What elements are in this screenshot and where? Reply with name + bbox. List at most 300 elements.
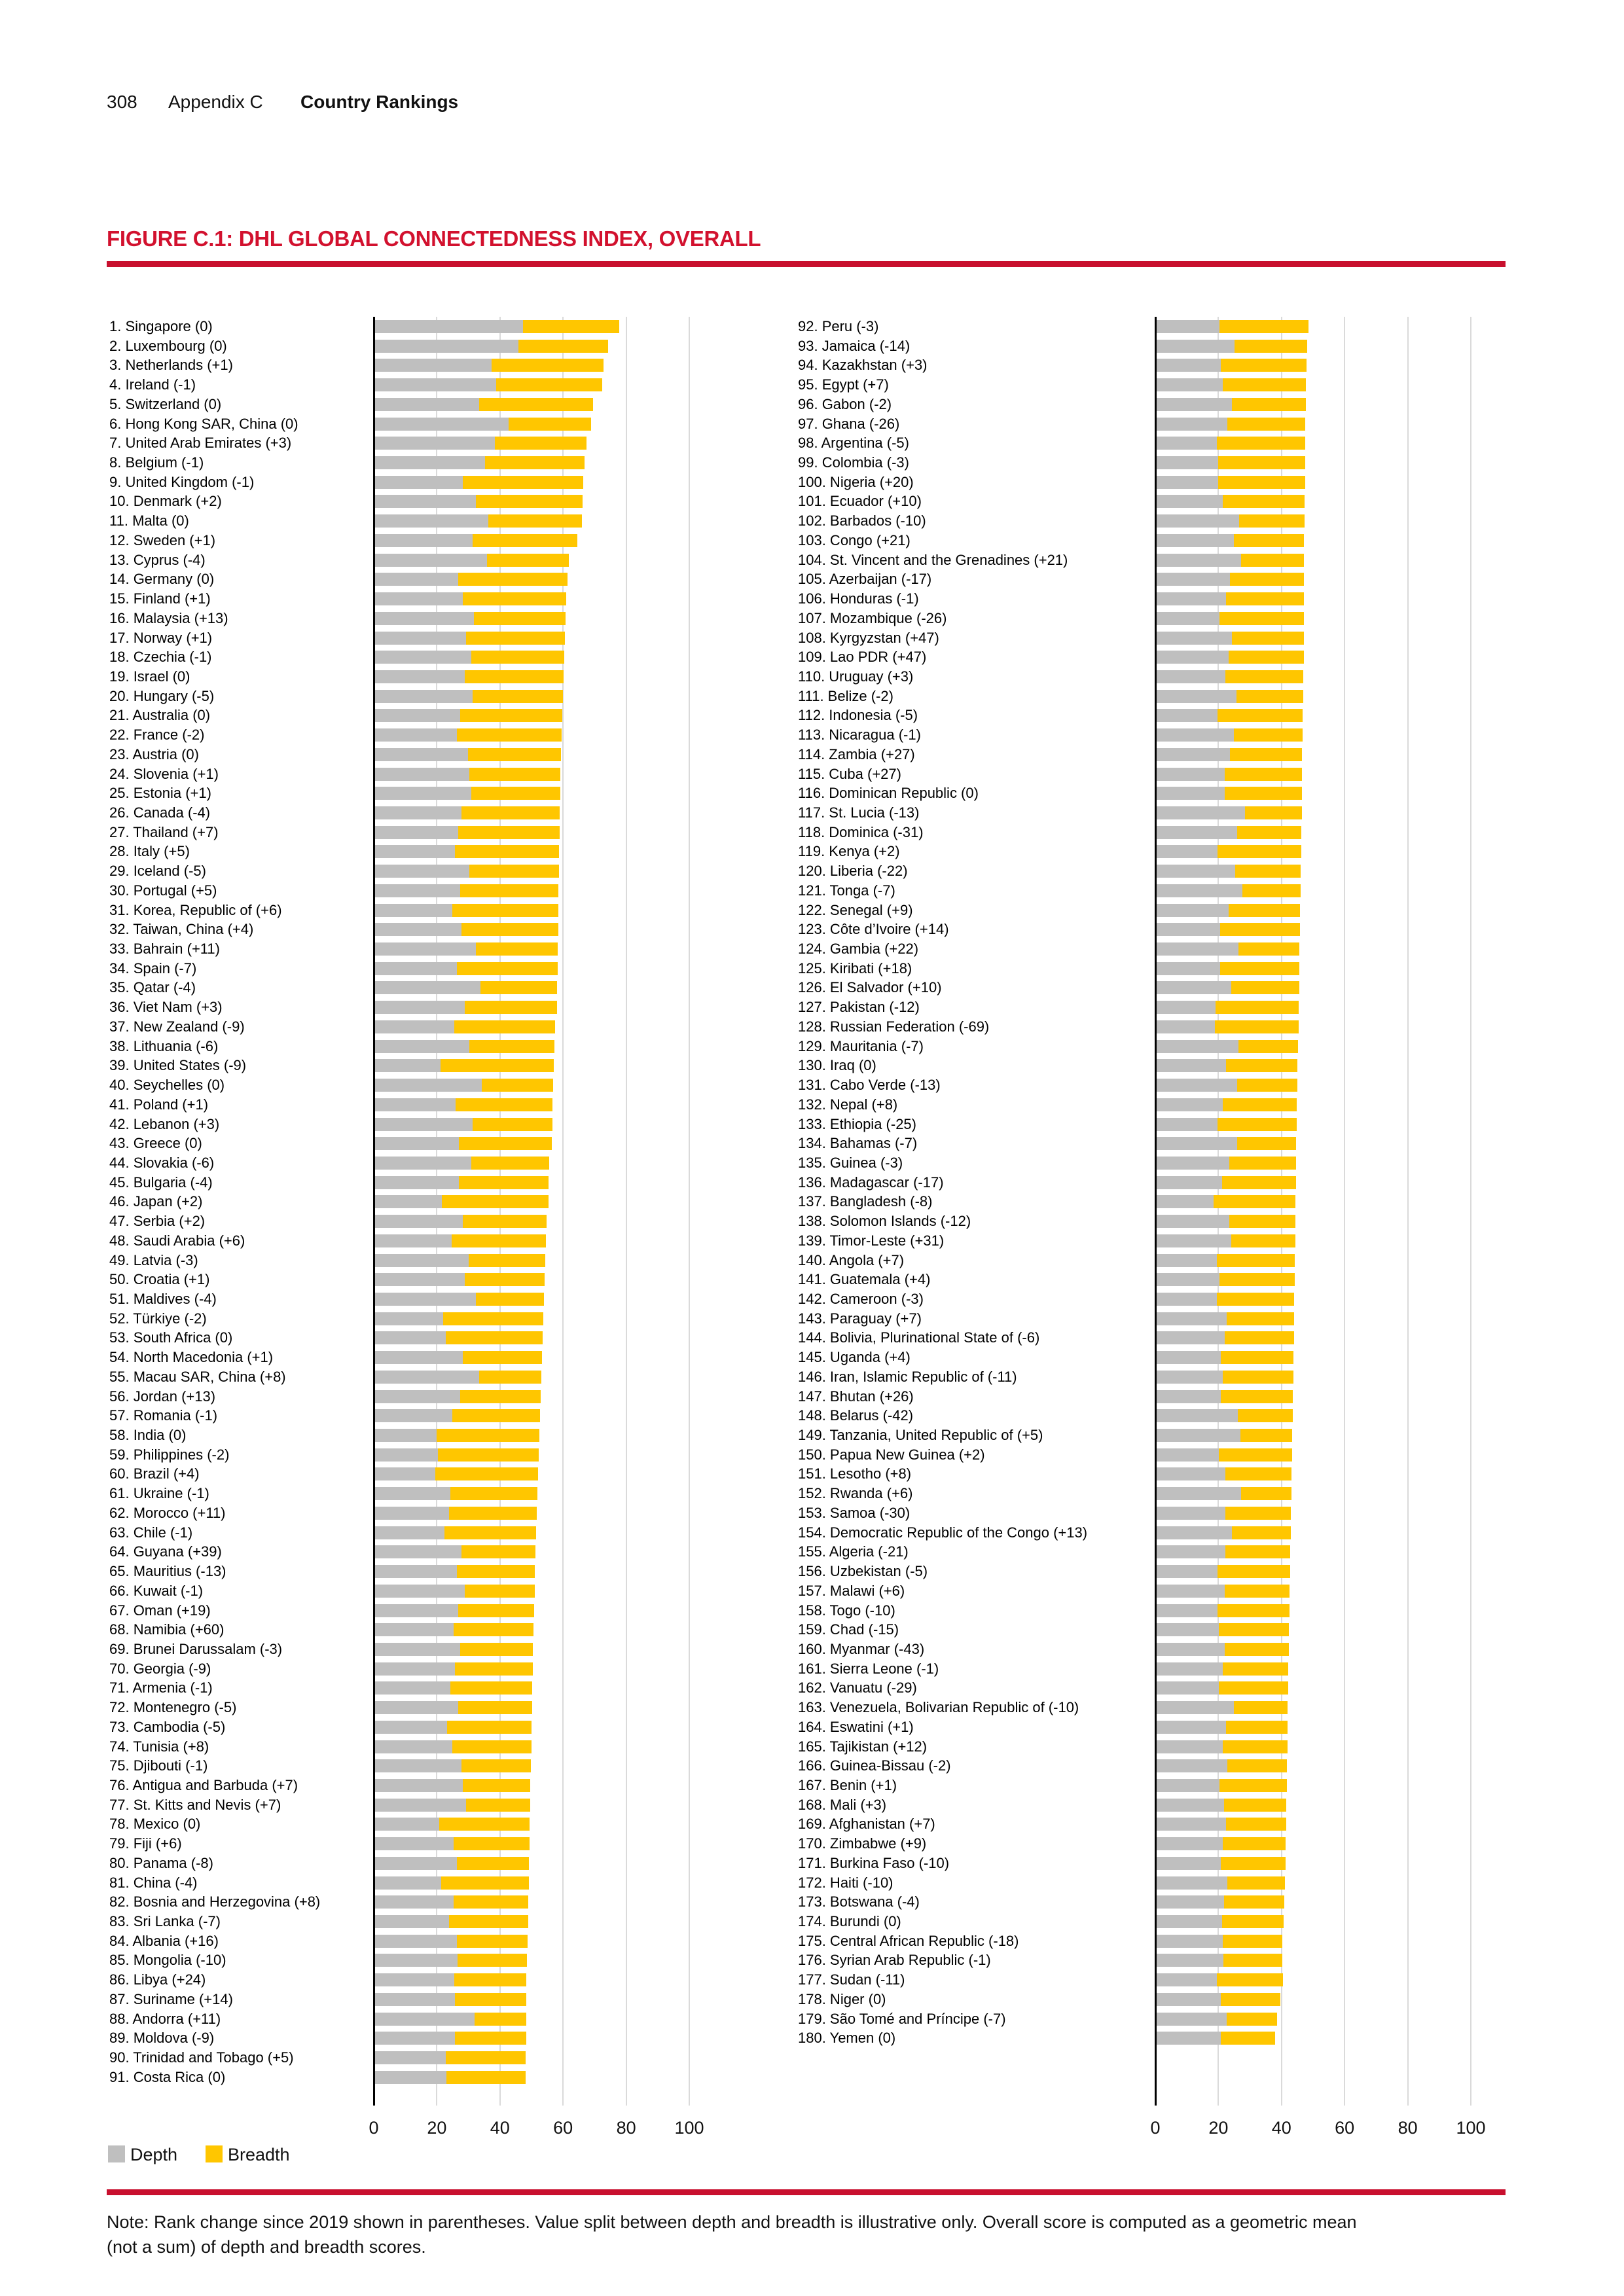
country-label: 100. Nigeria (+20) <box>798 473 914 490</box>
breadth-bar <box>1229 904 1300 917</box>
country-label: 103. Congo (+21) <box>798 531 911 548</box>
breadth-bar <box>450 1487 537 1500</box>
country-label: 99. Colombia (-3) <box>798 454 909 471</box>
note-line-2: (not a sum) of depth and breadth scores. <box>107 2237 426 2257</box>
breadth-bar <box>1225 1507 1291 1520</box>
country-label: 84. Albania (+16) <box>109 1932 219 1949</box>
breadth-bar <box>463 476 583 489</box>
breadth-bar <box>443 1312 543 1325</box>
depth-bar <box>1157 1545 1226 1558</box>
x-axis-tick-label: 0 <box>369 2118 379 2138</box>
country-label: 86. Libya (+24) <box>109 1971 206 1988</box>
header-section-title: Country Rankings <box>300 92 459 112</box>
country-label: 15. Finland (+1) <box>109 590 211 607</box>
breadth-bar <box>1227 1876 1285 1890</box>
depth-bar <box>1157 1293 1218 1306</box>
country-label: 180. Yemen (0) <box>798 2030 896 2047</box>
country-label: 35. Qatar (-4) <box>109 979 196 996</box>
country-label: 21. Australia (0) <box>109 707 211 724</box>
breadth-bar <box>1217 1293 1294 1306</box>
breadth-bar <box>452 1740 532 1753</box>
depth-bar <box>375 884 460 897</box>
depth-bar <box>1157 1954 1223 1967</box>
depth-bar <box>375 612 475 625</box>
depth-bar <box>375 418 509 431</box>
breadth-bar <box>1225 1331 1294 1344</box>
breadth-bar <box>450 1681 532 1695</box>
breadth-bar <box>456 1098 552 1111</box>
breadth-bar <box>454 1020 555 1033</box>
country-label: 3. Netherlands (+1) <box>109 357 233 374</box>
depth-bar <box>375 651 471 664</box>
depth-bar <box>1157 1857 1221 1870</box>
depth-bar <box>1157 632 1233 645</box>
depth-bar <box>375 1545 462 1558</box>
breadth-bar <box>1223 1837 1286 1850</box>
country-label: 167. Benin (+1) <box>798 1777 897 1793</box>
country-label: 82. Bosnia and Herzegovina (+8) <box>109 1893 321 1910</box>
gridline <box>1344 317 1345 2106</box>
country-label: 146. Iran, Islamic Republic of (-11) <box>798 1368 1017 1385</box>
country-label: 25. Estonia (+1) <box>109 785 211 802</box>
depth-bar <box>1157 1118 1218 1131</box>
breadth-bar <box>1215 1020 1299 1033</box>
breadth-bar <box>1242 884 1301 897</box>
breadth-bar <box>518 340 608 353</box>
country-label: 97. Ghana (-26) <box>798 415 900 432</box>
depth-bar <box>1157 884 1242 897</box>
country-label: 113. Nicaragua (-1) <box>798 726 921 744</box>
breadth-bar <box>442 1195 549 1208</box>
depth-bar <box>375 1390 460 1403</box>
breadth-bar <box>457 1935 528 1948</box>
country-label: 132. Nepal (+8) <box>798 1096 898 1113</box>
country-label: 136. Madagascar (-17) <box>798 1174 944 1191</box>
depth-bar <box>1157 670 1225 683</box>
breadth-bar <box>1218 1565 1290 1578</box>
depth-bar <box>375 1876 441 1890</box>
country-label: 59. Philippines (-2) <box>109 1446 230 1463</box>
depth-bar <box>375 1993 456 2006</box>
breadth-bar <box>1236 690 1303 703</box>
country-label: 154. Democratic Republic of the Congo (+13) <box>798 1524 1088 1541</box>
country-label: 36. Viet Nam (+3) <box>109 999 223 1016</box>
country-label: 7. United Arab Emirates (+3) <box>109 435 292 452</box>
breadth-bar <box>1219 1779 1287 1792</box>
breadth-bar <box>469 1040 554 1053</box>
breadth-bar <box>1224 1799 1286 1812</box>
depth-bar <box>375 456 486 469</box>
country-label: 140. Angola (+7) <box>798 1251 905 1268</box>
x-axis-tick-label: 80 <box>616 2118 636 2138</box>
country-label: 164. Eswatini (+1) <box>798 1718 914 1735</box>
depth-bar <box>375 1604 459 1617</box>
breadth-bar <box>1223 378 1306 391</box>
country-label: 69. Brunei Darussalam (-3) <box>109 1640 283 1657</box>
country-label: 38. Lithuania (-6) <box>109 1037 219 1054</box>
country-label: 79. Fiji (+6) <box>109 1835 182 1852</box>
breadth-bar <box>460 884 559 897</box>
breadth-bar <box>1234 1701 1288 1714</box>
breadth-bar <box>1225 768 1302 781</box>
country-label: 17. Norway (+1) <box>109 629 213 646</box>
depth-bar <box>375 1740 452 1753</box>
country-label: 74. Tunisia (+8) <box>109 1738 209 1755</box>
country-label: 70. Georgia (-9) <box>109 1660 211 1677</box>
country-label: 37. New Zealand (-9) <box>109 1018 245 1035</box>
depth-bar <box>1157 728 1234 742</box>
country-label: 131. Cabo Verde (-13) <box>798 1077 941 1094</box>
country-label: 63. Chile (-1) <box>109 1524 193 1541</box>
country-label: 42. Lebanon (+3) <box>109 1115 220 1132</box>
country-label: 61. Ukraine (-1) <box>109 1485 209 1502</box>
breadth-bar <box>479 1371 541 1384</box>
breadth-bar <box>485 456 585 469</box>
depth-bar <box>375 1429 437 1442</box>
breadth-bar <box>1221 1351 1293 1364</box>
depth-bar <box>1157 573 1230 586</box>
depth-bar <box>1157 923 1220 936</box>
country-label: 30. Portugal (+5) <box>109 882 217 899</box>
breadth-bar <box>1232 398 1306 411</box>
depth-bar <box>1157 1098 1223 1111</box>
country-label: 178. Niger (0) <box>798 1990 886 2007</box>
country-label: 20. Hungary (-5) <box>109 687 215 704</box>
depth-bar <box>1157 359 1221 372</box>
country-label: 44. Slovakia (-6) <box>109 1154 215 1171</box>
country-label: 14. Germany (0) <box>109 571 215 588</box>
breadth-bar <box>1230 748 1302 761</box>
country-label: 57. Romania (-1) <box>109 1407 218 1424</box>
breadth-bar <box>488 514 582 528</box>
breadth-bar <box>1218 709 1303 722</box>
depth-bar <box>1157 1721 1226 1734</box>
country-label: 11. Malta (0) <box>109 512 189 529</box>
breadth-bar <box>454 1623 533 1636</box>
depth-bar <box>375 1643 460 1656</box>
country-label: 174. Burundi (0) <box>798 1913 901 1930</box>
x-axis-tick-label: 100 <box>674 2118 704 2138</box>
country-label: 94. Kazakhstan (+3) <box>798 357 928 374</box>
depth-bar <box>1157 1390 1221 1403</box>
breadth-bar <box>1223 1954 1283 1967</box>
country-label: 147. Bhutan (+26) <box>798 1388 914 1405</box>
depth-bar <box>1157 1643 1225 1656</box>
country-label: 179. São Tomé and Príncipe (-7) <box>798 2010 1006 2027</box>
country-label: 72. Montenegro (-5) <box>109 1699 237 1716</box>
country-label: 80. Panama (-8) <box>109 1854 213 1871</box>
country-label: 48. Saudi Arabia (+6) <box>109 1232 245 1249</box>
depth-bar <box>1157 1195 1214 1208</box>
breadth-bar <box>457 1565 535 1578</box>
depth-bar <box>1157 1604 1218 1617</box>
breadth-bar <box>1227 418 1305 431</box>
country-label: 138. Solomon Islands (-12) <box>798 1213 971 1230</box>
x-axis-tick-label: 60 <box>1335 2118 1355 2138</box>
breadth-bar <box>460 1643 533 1656</box>
breadth-bar <box>476 942 558 956</box>
figure-title: FIGURE C.1: DHL GLOBAL CONNECTEDNESS INDEX, OVERALL <box>107 226 761 251</box>
breadth-bar <box>1238 1409 1292 1422</box>
depth-bar <box>375 340 518 353</box>
depth-bar <box>1157 1837 1223 1850</box>
depth-bar <box>375 476 463 489</box>
breadth-bar <box>1224 1895 1284 1909</box>
breadth-bar <box>1218 1604 1290 1617</box>
breadth-bar <box>452 1409 540 1422</box>
country-label: 125. Kiribati (+18) <box>798 960 912 977</box>
depth-bar <box>375 1954 458 1967</box>
country-label: 98. Argentina (-5) <box>798 435 909 452</box>
depth-bar <box>1157 1215 1229 1228</box>
depth-bar <box>1157 1234 1232 1247</box>
depth-bar <box>1157 1040 1239 1053</box>
depth-bar <box>1157 1759 1227 1772</box>
breadth-bar <box>1227 1759 1287 1772</box>
breadth-bar <box>471 787 560 800</box>
depth-bar <box>375 2051 446 2064</box>
depth-bar <box>1157 1448 1219 1462</box>
country-label: 137. Bangladesh (-8) <box>798 1193 933 1210</box>
country-label: 155. Algeria (-21) <box>798 1543 909 1560</box>
country-label: 81. China (-4) <box>109 1874 198 1891</box>
depth-bar <box>1157 1487 1241 1500</box>
gridline <box>1470 317 1471 2106</box>
depth-bar <box>375 1331 446 1344</box>
country-label: 13. Cyprus (-4) <box>109 551 206 568</box>
country-label: 163. Venezuela, Bolivarian Republic of (-10) <box>798 1699 1079 1716</box>
country-label: 111. Belize (-2) <box>798 687 893 704</box>
breadth-bar <box>492 359 604 372</box>
country-label: 87. Suriname (+14) <box>109 1990 233 2007</box>
country-label: 75. Djibouti (-1) <box>109 1757 208 1774</box>
legend-breadth-label: Breadth <box>228 2145 290 2164</box>
breadth-bar <box>459 1137 552 1150</box>
breadth-bar <box>1220 962 1299 975</box>
breadth-bar <box>466 1799 530 1812</box>
breadth-bar <box>1235 865 1301 878</box>
breadth-bar <box>461 1545 535 1558</box>
breadth-bar <box>1223 1935 1282 1948</box>
gridline <box>1407 317 1409 2106</box>
breadth-bar <box>1240 1429 1292 1442</box>
depth-bar <box>375 1779 463 1792</box>
depth-bar <box>1157 748 1231 761</box>
country-label: 85. Mongolia (-10) <box>109 1952 226 1969</box>
breadth-bar <box>1231 1234 1295 1247</box>
depth-bar <box>1157 534 1234 547</box>
depth-bar <box>375 1662 456 1676</box>
depth-bar <box>1157 1818 1226 1831</box>
country-label: 156. Uzbekistan (-5) <box>798 1563 928 1580</box>
depth-bar <box>1157 1973 1218 1986</box>
depth-bar <box>375 1721 448 1734</box>
country-label: 124. Gambia (+22) <box>798 941 919 958</box>
country-label: 144. Bolivia, Plurinational State of (-6) <box>798 1329 1040 1346</box>
depth-bar <box>1157 1157 1229 1170</box>
depth-bar <box>375 1273 465 1286</box>
country-label: 126. El Salvador (+10) <box>798 979 942 996</box>
depth-bar <box>1157 1137 1238 1150</box>
depth-bar <box>1157 320 1220 333</box>
breadth-bar <box>1217 437 1305 450</box>
depth-bar <box>1157 1409 1238 1422</box>
breadth-bar <box>454 1895 528 1909</box>
breadth-bar <box>435 1467 538 1480</box>
breadth-bar <box>1226 1818 1286 1831</box>
breadth-bar <box>455 1993 526 2006</box>
depth-bar <box>1157 826 1238 839</box>
breadth-bar <box>1221 2032 1275 2045</box>
depth-bar <box>375 1098 456 1111</box>
country-label: 151. Lesotho (+8) <box>798 1465 912 1482</box>
breadth-bar <box>461 1759 531 1772</box>
x-axis-tick-label: 80 <box>1398 2118 1418 2138</box>
depth-bar <box>375 2071 447 2084</box>
depth-bar <box>375 806 462 819</box>
breadth-bar <box>458 826 560 839</box>
country-label: 77. St. Kitts and Nevis (+7) <box>109 1796 281 1813</box>
depth-bar <box>375 1935 457 1948</box>
breadth-bar <box>457 728 562 742</box>
breadth-bar <box>463 1215 546 1228</box>
x-axis-tick-label: 40 <box>1271 2118 1291 2138</box>
depth-bar <box>375 1895 454 1909</box>
country-label: 160. Myanmar (-43) <box>798 1640 925 1657</box>
depth-bar <box>375 1799 467 1812</box>
depth-bar <box>375 534 473 547</box>
country-label: 65. Mauritius (-13) <box>109 1563 226 1580</box>
country-label: 22. France (-2) <box>109 726 205 744</box>
depth-bar <box>1157 865 1235 878</box>
breadth-bar <box>1234 534 1304 547</box>
depth-bar <box>1157 1799 1225 1812</box>
country-label: 60. Brazil (+4) <box>109 1465 200 1482</box>
depth-bar <box>375 1137 459 1150</box>
depth-bar <box>1157 1662 1223 1676</box>
depth-bar <box>1157 554 1242 567</box>
depth-bar <box>375 923 462 936</box>
country-label: 49. Latvia (-3) <box>109 1251 198 1268</box>
breadth-bar <box>1225 787 1302 800</box>
country-label: 67. Oman (+19) <box>109 1602 211 1619</box>
country-label: 121. Tonga (-7) <box>798 882 895 899</box>
depth-bar <box>375 962 457 975</box>
breadth-bar <box>452 1234 546 1247</box>
depth-bar <box>1157 1351 1221 1364</box>
x-axis-tick-label: 0 <box>1150 2118 1161 2138</box>
country-label: 139. Timor-Leste (+31) <box>798 1232 945 1249</box>
breadth-bar <box>463 1779 530 1792</box>
breadth-bar <box>1223 1662 1288 1676</box>
country-label: 168. Mali (+3) <box>798 1796 887 1813</box>
depth-bar <box>375 709 460 722</box>
depth-bar <box>375 359 492 372</box>
breadth-bar <box>1239 514 1305 528</box>
country-label: 23. Austria (0) <box>109 745 199 762</box>
depth-bar <box>375 398 479 411</box>
legend-depth-swatch <box>108 2145 125 2162</box>
country-label: 123. Côte d’Ivoire (+14) <box>798 921 949 938</box>
breadth-bar <box>1237 1079 1297 1092</box>
breadth-bar <box>523 320 619 333</box>
depth-bar <box>375 1973 454 1986</box>
breadth-bar <box>1223 1740 1288 1753</box>
depth-bar <box>375 592 463 605</box>
country-label: 2. Luxembourg (0) <box>109 337 227 354</box>
country-label: 8. Belgium (-1) <box>109 454 204 471</box>
breadth-bar <box>495 437 587 450</box>
country-label: 119. Kenya (+2) <box>798 843 900 860</box>
depth-bar <box>1157 1467 1225 1480</box>
legend-depth-label: Depth <box>130 2145 178 2164</box>
country-label: 71. Armenia (-1) <box>109 1679 213 1696</box>
country-label: 127. Pakistan (-12) <box>798 999 920 1016</box>
depth-bar <box>375 514 489 528</box>
depth-bar <box>375 1857 457 1870</box>
breadth-bar <box>469 865 559 878</box>
breadth-bar <box>463 1351 542 1364</box>
depth-bar <box>375 690 473 703</box>
breadth-bar <box>473 1118 552 1131</box>
depth-bar <box>375 1040 470 1053</box>
breadth-bar <box>1231 981 1299 994</box>
country-label: 31. Korea, Republic of (+6) <box>109 901 282 918</box>
breadth-bar <box>1226 1721 1288 1734</box>
country-label: 34. Spain (-7) <box>109 960 197 977</box>
breadth-bar <box>455 2032 526 2045</box>
breadth-bar <box>454 1973 526 1986</box>
country-label: 143. Paraguay (+7) <box>798 1310 922 1327</box>
x-axis-tick-label: 60 <box>553 2118 573 2138</box>
depth-bar <box>375 1254 469 1267</box>
country-label: 90. Trinidad and Tobago (+5) <box>109 2049 294 2066</box>
depth-bar <box>1157 476 1219 489</box>
breadth-bar <box>1217 1254 1295 1267</box>
depth-bar <box>375 845 456 858</box>
depth-bar <box>1157 806 1245 819</box>
country-label: 101. Ecuador (+10) <box>798 493 922 510</box>
depth-bar <box>1157 1993 1221 2006</box>
depth-bar <box>1157 1371 1223 1384</box>
breadth-bar <box>1225 1585 1290 1598</box>
country-label: 169. Afghanistan (+7) <box>798 1816 935 1833</box>
depth-bar <box>1157 1001 1216 1014</box>
depth-bar <box>375 1759 462 1772</box>
breadth-bar <box>1227 2013 1277 2026</box>
breadth-bar <box>1219 320 1308 333</box>
depth-bar <box>375 1215 463 1228</box>
breadth-bar <box>457 962 558 975</box>
breadth-bar <box>441 1059 554 1072</box>
depth-bar <box>375 2032 456 2045</box>
country-label: 172. Haiti (-10) <box>798 1874 893 1891</box>
country-label: 158. Togo (-10) <box>798 1602 895 1619</box>
legend-breadth-swatch <box>206 2145 223 2162</box>
depth-bar <box>1157 1429 1241 1442</box>
breadth-bar <box>1219 612 1304 625</box>
depth-bar <box>1157 1681 1219 1695</box>
breadth-bar <box>471 1157 549 1170</box>
country-label: 105. Azerbaijan (-17) <box>798 571 932 588</box>
country-label: 29. Iceland (-5) <box>109 863 206 880</box>
depth-bar <box>1157 845 1218 858</box>
depth-bar <box>375 1312 443 1325</box>
depth-bar <box>1157 651 1229 664</box>
breadth-bar <box>465 1585 535 1598</box>
breadth-bar <box>1229 651 1303 664</box>
country-label: 46. Japan (+2) <box>109 1193 203 1210</box>
